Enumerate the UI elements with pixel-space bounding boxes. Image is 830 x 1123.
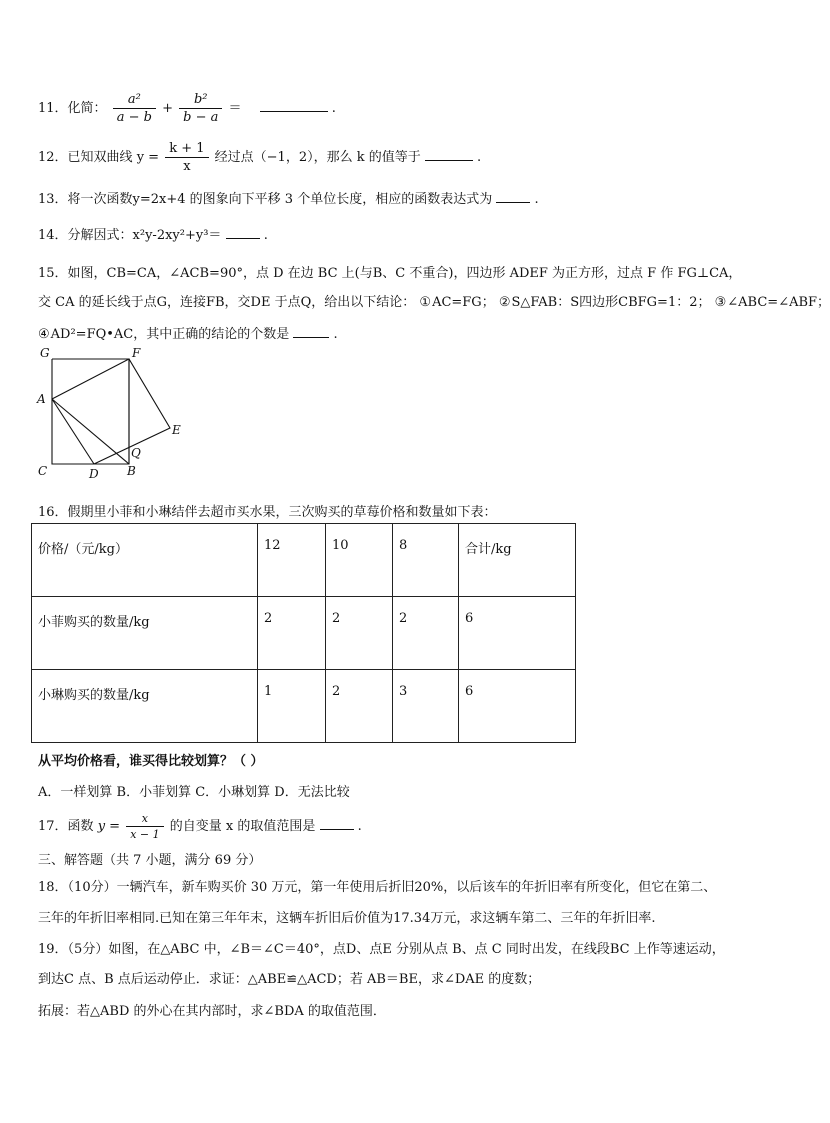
- table-row: [32, 524, 576, 597]
- table-cell: 2: [326, 670, 393, 743]
- label-d: D: [89, 467, 99, 481]
- table-cell: 6: [459, 597, 576, 670]
- conclusion-2-text: S△FAB：S四边形CBFG=1：2；: [511, 295, 711, 310]
- table-cell: 2: [326, 597, 393, 670]
- q11-end: .: [331, 101, 336, 116]
- q13: [38, 188, 539, 207]
- q13-answer-blank[interactable]: [496, 190, 530, 203]
- conclusion-3-marker: ③: [714, 294, 727, 310]
- table-cell: 2: [393, 597, 459, 670]
- conclusion-4-marker: ④: [38, 326, 50, 342]
- section-3-title: 三、解答题（共 7 小题，满分 69 分）: [38, 853, 262, 868]
- q18-line-2: [38, 907, 655, 926]
- conclusion-3-text: ∠ABC=∠ABF；: [727, 295, 830, 310]
- table-cell: 1: [258, 670, 326, 743]
- q17-y-equals: y =: [97, 819, 121, 834]
- q12: [38, 141, 481, 174]
- table-cell: 6: [459, 670, 576, 743]
- label-c: C: [38, 464, 48, 478]
- q17-text: 的自变量 x 的取值范围是: [169, 819, 316, 834]
- q11-f2-numerator: b²: [179, 92, 222, 109]
- q19-line-3: [38, 1000, 386, 1019]
- q16-intro-text: 16．假期里小菲和小琳结伴去超市买水果，三次购买的草莓价格和数量如下表：: [38, 505, 497, 520]
- q18-line-1: [38, 876, 716, 895]
- q15-line-2-text: 交 CA 的延长线于点G，连接FB，交DE 于点Q，给出以下结论：: [38, 295, 416, 310]
- q17-numerator: x: [126, 812, 163, 827]
- label-q: Q: [131, 446, 141, 460]
- q15-geometry-figure: [34, 344, 194, 484]
- q19-line-2: [38, 968, 540, 987]
- q13-end: .: [534, 192, 539, 207]
- conclusion-2-marker: ②: [498, 294, 511, 310]
- q14-answer-blank[interactable]: [226, 226, 260, 239]
- table-cell: 10: [326, 524, 393, 597]
- q11-fraction-1: [113, 92, 156, 125]
- q16-options: [38, 781, 350, 800]
- q13-text: 13．将一次函数y=2x+4 的图象向下平移 3 个单位长度，相应的函数表达式为: [38, 192, 493, 207]
- table-cell: 8: [393, 524, 459, 597]
- label-b: B: [127, 464, 136, 478]
- q16-options-text[interactable]: A．一样划算 B．小菲划算 C．小琳划算 D．无法比较: [38, 785, 350, 800]
- strawberry-table: [31, 523, 576, 743]
- q15-line-1-text: 15．如图，CB=CA，∠ACB=90°，点 D 在边 BC 上(与B、C 不重合)，四边形 ADEF 为正方形，过点 F 作 FG⊥CA，: [38, 266, 742, 281]
- q17: [38, 812, 362, 841]
- table-cell: 小琳购买的数量/kg: [32, 670, 258, 743]
- conclusion-4-text: AD²=FQ•AC，其中正确的结论的个数是: [50, 327, 290, 342]
- q11-fraction-2: [179, 92, 222, 125]
- q16-intro: [38, 501, 497, 520]
- segment-ad: [52, 399, 94, 464]
- q12-text: 经过点（−1，2），那么 k 的值等于: [214, 150, 421, 165]
- q17-end: .: [357, 819, 362, 834]
- q11-plus: +: [162, 101, 173, 116]
- label-a: A: [37, 392, 46, 406]
- q18-line-2-text: 三年的年折旧率相同.已知在第三年年末，这辆车折旧后价值为17.34万元，求这辆车第二、三年的年折旧率.: [38, 911, 656, 926]
- q11-answer-blank[interactable]: [260, 99, 328, 112]
- q12-denominator: x: [183, 159, 191, 174]
- table-cell: 3: [393, 670, 459, 743]
- q19-line-1-text: 19．（5分）如图，在△ABC 中，∠B＝∠C＝40°，点D、点E 分别从点 B、点 C 同时出发，在线段BC 上作等速运动，: [38, 942, 725, 957]
- q14: [38, 224, 268, 243]
- q16-question-text: 从平均价格看，谁买得比较划算？（ ）: [38, 754, 264, 769]
- q16-question: [38, 750, 264, 769]
- q19-line-2-text: 到达C 点、B 点后运动停止．求证：△ABE≌△ACD；若 AB＝BE，求∠DAE 的度数；: [38, 972, 541, 987]
- q19-line-1: [38, 938, 725, 957]
- q11-label: 11．化简：: [38, 101, 107, 116]
- table-row: [32, 597, 576, 670]
- table-row: [32, 670, 576, 743]
- label-g: G: [40, 346, 50, 360]
- label-f: F: [132, 346, 141, 360]
- q12-answer-blank[interactable]: [425, 148, 473, 161]
- q15-end: .: [333, 327, 338, 342]
- q17-fraction: [126, 812, 163, 841]
- q11-f1-denominator: a − b: [116, 110, 152, 125]
- segment-ab: [52, 399, 129, 464]
- q19-line-3-text: 拓展：若△ABD 的外心在其内部时，求∠BDA 的取值范围．: [38, 1004, 386, 1019]
- table-cell: 小菲购买的数量/kg: [32, 597, 258, 670]
- q12-end: .: [477, 150, 482, 165]
- table-cell: 合计/kg: [459, 524, 576, 597]
- q14-end: .: [263, 228, 268, 243]
- table-cell: 12: [258, 524, 326, 597]
- conclusion-1-marker: ①: [419, 294, 432, 310]
- q12-numerator: k + 1: [165, 141, 208, 158]
- q12-y-equals: y =: [136, 150, 160, 165]
- q12-fraction: [165, 141, 208, 174]
- q18-line-1-text: 18．（10分）一辆汽车，新车购买价 30 万元，第一年使用后折旧20%，以后该车的年折旧率有所变化，但它在第二、: [38, 880, 717, 895]
- q15-line-2: [38, 291, 830, 310]
- q11-f2-denominator: b − a: [183, 110, 219, 125]
- square-cgfb: [52, 359, 129, 464]
- q12-prefix: 12．已知双曲线: [38, 150, 133, 165]
- section-3-heading: [38, 849, 261, 868]
- q11: [38, 92, 336, 125]
- q15-answer-blank[interactable]: [293, 325, 329, 338]
- table-cell: 价格/（元/kg）: [32, 524, 258, 597]
- q17-prefix: 17．函数: [38, 819, 94, 834]
- conclusion-1-text: AC=FG；: [432, 295, 495, 310]
- q15-line-3: [38, 323, 338, 342]
- table-cell: 2: [258, 597, 326, 670]
- q17-denominator: x − 1: [130, 828, 160, 841]
- q11-f1-numerator: a²: [113, 92, 156, 109]
- q15-line-1: [38, 262, 741, 281]
- q17-answer-blank[interactable]: [320, 817, 354, 830]
- q11-equals: ＝: [228, 101, 242, 116]
- label-e: E: [172, 423, 181, 437]
- q14-text: 14．分解因式：x²y-2xy²+y³＝: [38, 228, 222, 243]
